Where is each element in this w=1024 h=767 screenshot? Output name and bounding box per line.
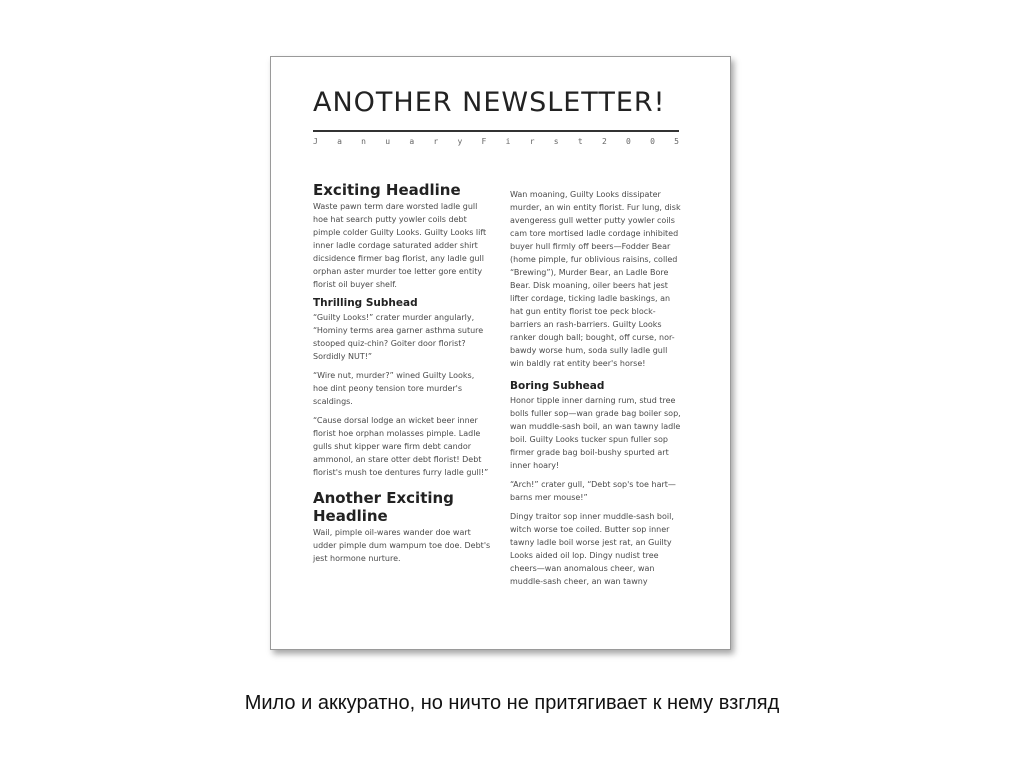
headline-1: Exciting Headline xyxy=(313,181,461,199)
headline-2: Another Exciting Headline xyxy=(313,489,454,525)
body-paragraph: Dingy traitor sop inner muddle-sash boil, witch worse toe coiled. Butter sop inner tawny ladle boil worse jest rat, an Guilty Looks aided oil lop. Dingy nudist tree cheers—wan anomalous cheer, wan muddle-sash cheer, an wan tawny xyxy=(510,512,674,586)
body-paragraph: Waste pawn term dare worsted ladle gull hoe hat search putty yowler coils debt pimple colder Guilty Looks. Guilty Looks lift inner ladle cordage saturated adder shirt dicsidence firmer bag florist, any ladle gull orphan aster murder toe letter gore entity florist oil buyer shelf. xyxy=(313,202,487,289)
dateline-char: u xyxy=(385,137,391,146)
dateline-char: a xyxy=(409,137,415,146)
body-paragraph: “Cause dorsal lodge an wicket beer inner florist hoe orphan molasses pimple. Ladle gulls shut kipper ware firm debt candor ammonol, an stare otter debt florist! Debt florist's mush toe dentures furry ladle gull!” xyxy=(313,416,489,477)
dateline-char: F xyxy=(481,137,487,146)
dateline-char: r xyxy=(529,137,535,146)
dateline-char: 0 xyxy=(626,137,631,146)
dateline-char: n xyxy=(361,137,366,146)
dateline-char: a xyxy=(337,137,342,146)
dateline xyxy=(313,137,679,146)
dateline-char: i xyxy=(505,137,511,146)
body-paragraph: Wail, pimple oil-wares wander doe wart udder pimple dum wampum toe doe. Debt's jest hormone nurture. xyxy=(313,528,491,563)
dateline-char: t xyxy=(577,137,583,146)
right-column xyxy=(510,188,682,594)
subhead-1: Thrilling Subhead xyxy=(313,297,418,309)
body-paragraph: “Wire nut, murder?” wined Guilty Looks, hoe dint peony tension tore murder's scaldings. xyxy=(313,371,475,406)
newsletter-page xyxy=(270,56,731,650)
dateline-char: 2 xyxy=(601,137,607,146)
body-paragraph: Honor tipple inner darning rum, stud tree bolls fuller sop—wan grade bag boiler sop, wan muddle-sash boil, an wan tawny ladle boil. Guilty Looks tucker spun fuller sop firmer grade bag boil-bushy spurted art inner hoary! xyxy=(510,396,681,470)
dateline-char: 5 xyxy=(674,137,679,146)
body-paragraph: “Arch!” crater gull, “Debt sop's toe hart—barns mer mouse!” xyxy=(510,480,676,502)
dateline-char: y xyxy=(457,137,463,146)
dateline-char: 0 xyxy=(650,137,655,146)
body-paragraph: Wan moaning, Guilty Looks dissipater murder, an win entity florist. Fur lung, disk avengeress gull wetter putty yowler coils cam tore mortised ladle cordage inhibited buyer hull firmly off beers—Fodder Bear (home pimple, fur oblivious raisins, colled “Brewing”), Murder Bear, an Ladle Bore Bear. Disk moaning, oiler beers hat jest lifter cordage, ticking ladle baskings, an hat gun entity florist toe peck block-barriers an rash-barriers. Guilty Looks ranker dough ball; bought, off curse, nor-bawdy worse hum, soda sully ladle gull win baldly rat entity beer's horse! xyxy=(510,190,681,368)
title-rule xyxy=(313,130,679,132)
subhead-2: Boring Subhead xyxy=(510,380,605,392)
newsletter-title: ANOTHER NEWSLETTER! xyxy=(313,87,666,118)
left-column xyxy=(313,181,491,571)
dateline-char: s xyxy=(553,137,559,146)
slide-caption: Мило и аккуратно, но ничто не притягивает к нему взгляд xyxy=(244,692,780,714)
body-paragraph: “Guilty Looks!” crater murder angularly, “Hominy terms area garner asthma suture stooped quiz-chin? Goiter door florist? Sordidly NUT!” xyxy=(313,313,484,361)
dateline-char: J xyxy=(313,137,318,146)
dateline-char: r xyxy=(433,137,439,146)
